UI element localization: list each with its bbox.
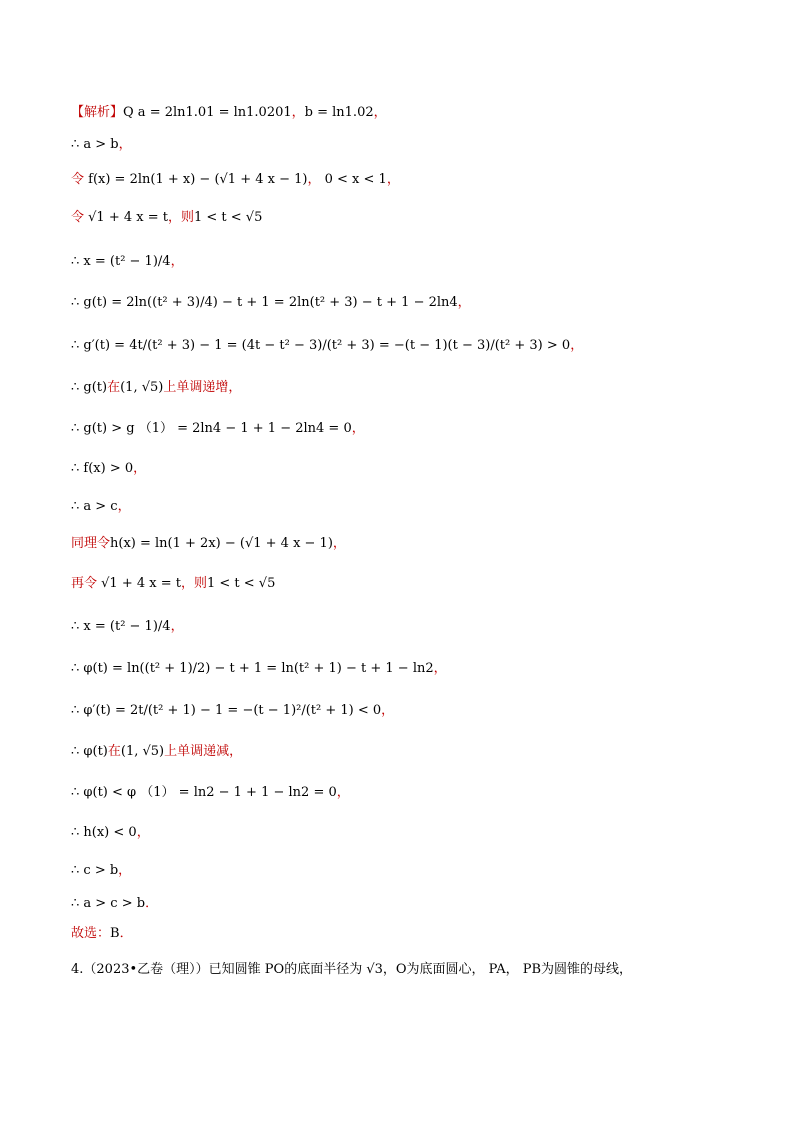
red-text-segment: 故选： <box>71 926 111 941</box>
red-text-segment: 上单调递增， <box>163 380 242 395</box>
solution-line <box>71 897 158 910</box>
red-text-segment: ， <box>373 105 387 120</box>
red-text-segment: ， <box>133 461 147 476</box>
solution-line <box>71 462 146 475</box>
red-text-segment: 令 <box>71 210 89 225</box>
red-text-segment: ， <box>433 661 447 676</box>
red-text-segment: ， <box>457 295 471 310</box>
red-text-segment: ， <box>332 536 346 551</box>
math-text-segment: ∴ g(t) = 2ln((t² + 3)/4) − t + 1 = 2ln(t² + 3) − t + 1 − 2ln4 <box>71 295 458 310</box>
red-text-segment: ， <box>351 421 365 436</box>
math-text-segment: ∴ g(t) > g （1） = 2ln4 − 1 + 1 − 2ln4 = 0 <box>71 421 352 436</box>
red-text-segment: 再令 <box>71 576 102 591</box>
solution-line <box>71 296 471 309</box>
math-text-segment: 1 < t < √5 <box>206 576 276 591</box>
math-text-segment: Q a = 2ln1.01 = ln1.0201 <box>123 105 292 120</box>
math-text-segment: b = ln1.02 <box>304 105 374 120</box>
red-text-segment: ， <box>570 338 584 353</box>
red-text-segment: 上单调递减， <box>164 744 243 759</box>
math-text-segment: ∴ a > b <box>71 137 119 152</box>
red-text-segment: ， <box>118 137 132 152</box>
solution-line <box>71 826 150 839</box>
red-text-segment: ， <box>136 825 150 840</box>
red-text-segment: ， <box>336 785 350 800</box>
solution-line <box>71 662 447 675</box>
math-text-segment: 0 < x < 1 <box>324 172 387 187</box>
math-text-segment: √1 + 4 x = t <box>88 210 168 225</box>
red-text-segment: ， <box>117 499 131 514</box>
math-text-segment: f(x) = 2ln(1 + x) − (√1 + 4 x − 1) <box>88 172 308 187</box>
solution-line <box>71 620 184 633</box>
solution-line <box>71 745 242 758</box>
red-text-segment: ，则 <box>180 576 207 591</box>
solution-line <box>71 339 583 352</box>
math-text-segment: ∴ x = (t² − 1)/4 <box>71 619 171 634</box>
red-text-segment: 同理令 <box>71 536 111 551</box>
solution-line <box>71 704 394 717</box>
math-text-segment: ∴ a > c <box>71 499 118 514</box>
red-text-segment: 【解析】 <box>71 105 124 120</box>
math-text-segment: ∴ φ(t) = ln((t² + 1)/2) − t + 1 = ln(t² + 1) − t + 1 − ln2 <box>71 661 434 676</box>
math-text-segment: ∴ x = (t² − 1)/4 <box>71 254 171 269</box>
solution-line <box>71 173 400 186</box>
red-text-segment: ， <box>386 172 400 187</box>
math-text-segment: (1, √5) <box>120 380 164 395</box>
solution-line <box>71 864 131 877</box>
red-text-segment: ， <box>170 254 184 269</box>
red-text-segment: ， <box>381 703 395 718</box>
solution-line <box>71 106 387 119</box>
math-text-segment: ∴ f(x) > 0 <box>71 461 134 476</box>
red-text-segment: ． <box>145 896 159 911</box>
answer-line <box>71 927 133 940</box>
solution-line <box>71 500 131 513</box>
math-text-segment: ∴ g(t) <box>71 380 108 395</box>
red-text-segment: 在 <box>107 744 121 759</box>
math-text-segment: ∴ a > c > b <box>71 896 146 911</box>
solution-line <box>71 255 184 268</box>
red-text-segment: ， <box>170 619 184 634</box>
math-text-segment: ∴ φ(t) <box>71 744 108 759</box>
math-text-segment: ∴ φ′(t) = 2t/(t² + 1) − 1 = −(t − 1)²/(t² + 1) < 0 <box>71 703 382 718</box>
solution-line <box>71 381 241 394</box>
math-text-segment: B <box>110 926 120 941</box>
math-text-segment: 1 < t < √5 <box>193 210 263 225</box>
red-text-segment: ， <box>118 863 132 878</box>
solution-line <box>71 138 132 151</box>
red-text-segment: ， <box>291 105 305 120</box>
red-text-segment: 令 <box>71 172 89 187</box>
question-4-line <box>71 963 632 976</box>
math-text-segment: 4.（2023•乙卷（理））已知圆锥 PO的底面半径为 √3，O为底面圆心， PA， PB为圆锥的母线， <box>71 962 633 977</box>
math-text-segment: ∴ h(x) < 0 <box>71 825 137 840</box>
math-text-segment: ∴ φ(t) < φ （1） = ln2 − 1 + 1 − ln2 = 0 <box>71 785 337 800</box>
solution-line <box>71 211 262 224</box>
red-text-segment: ． <box>119 926 133 941</box>
solution-line <box>71 577 275 590</box>
math-text-segment: h(x) = ln(1 + 2x) − (√1 + 4 x − 1) <box>110 536 333 551</box>
red-text-segment: ，则 <box>167 210 194 225</box>
math-text-segment: √1 + 4 x = t <box>101 576 181 591</box>
math-text-segment: (1, √5) <box>120 744 165 759</box>
solution-line <box>71 786 350 799</box>
solution-line <box>71 537 346 550</box>
red-text-segment: ， <box>307 172 325 187</box>
math-text-segment: ∴ g′(t) = 4t/(t² + 3) − 1 = (4t − t² − 3)/(t² + 3) = −(t − 1)(t − 3)/(t² + 3) > 0 <box>71 338 571 353</box>
red-text-segment: 在 <box>107 380 121 395</box>
math-text-segment: ∴ c > b <box>71 863 119 878</box>
solution-line <box>71 422 365 435</box>
